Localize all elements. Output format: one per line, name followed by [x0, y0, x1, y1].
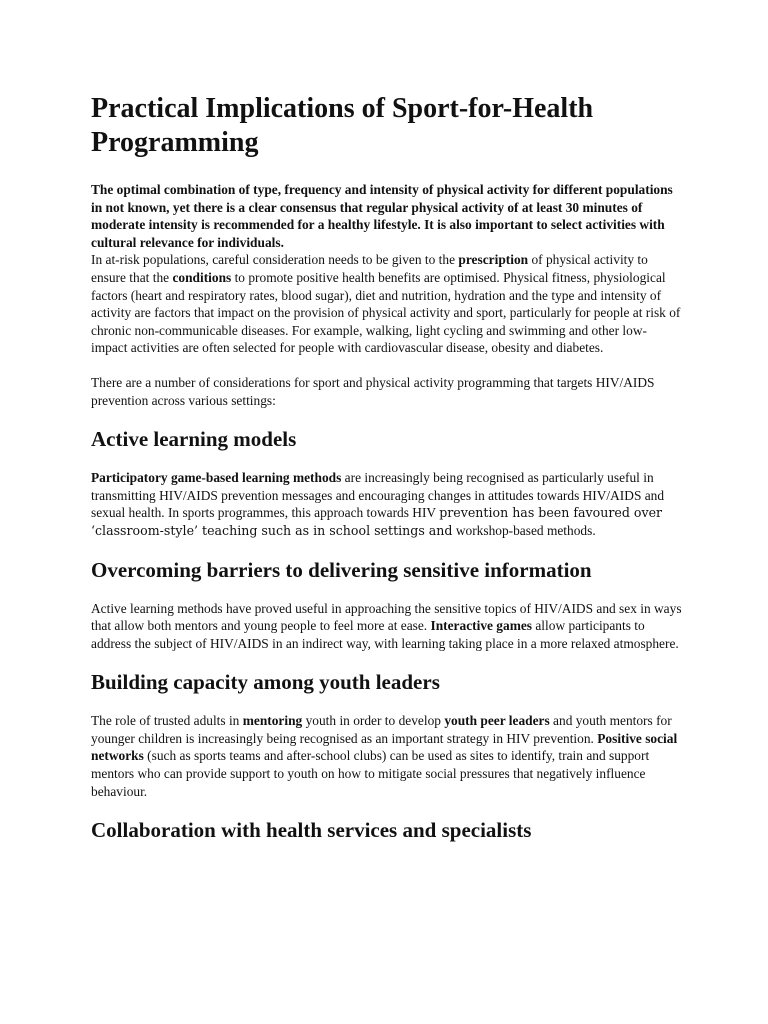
section-heading-collaboration: Collaboration with health services and specialists: [91, 818, 532, 843]
section-heading-active-learning: Active learning models: [91, 427, 297, 452]
document-page: [91, 92, 683, 860]
intro-text-e: to promote positive health benefits are optimised. Physical fitness, physiological factors (heart and respiratory rates, blood sugar), diet and nutrition, hydration and the type and intensity of activity are factors that impact on the provision of physical activity and sport, particularly for people at risk of chronic non-communicable diseases. For example, walking, light cycling and swimming and other low-impact activities are often selected for people with cardiovascular disease, obesity and diabetes.: [91, 269, 681, 356]
barriers-text-c: allow participants to address the subject of HIV/AIDS in an indirect way, with learning taking place in a more relaxed atmosphere.: [91, 618, 679, 651]
intro-summary: [91, 181, 683, 251]
active-term: Participatory game-based learning methods: [91, 470, 342, 486]
intro-considerations: There are a number of considerations for sport and physical activity programming that targets HIV/AIDS prevention across various settings:: [91, 374, 655, 408]
capacity-text-g: (such as sports teams and after-school clubs) can be used as sites to identify, train and support mentors who can provide support to youth on how to mitigate social pressures that negatively influence behaviour.: [91, 748, 650, 799]
section-heading-barriers: Overcoming barriers to delivering sensitive information: [91, 557, 592, 582]
section-body-barriers: [91, 600, 683, 653]
capacity-term-peer-leaders: youth peer leaders: [444, 713, 550, 729]
intro-term-prescription: prescription: [458, 252, 529, 268]
intro-bold-text: The optimal combination of type, frequency and intensity of physical activity for different populations in not known, yet there is a clear consensus that regular physical activity of at least 30 minutes of moderate intensity is recommended for a healthy lifestyle. It is also important to select activities with cultural relevance for individuals.: [91, 182, 673, 250]
section-body-active-learning: [91, 469, 683, 539]
capacity-text-e: and youth mentors for younger children is increasingly being recognised as an important strategy in HIV prevention.: [91, 713, 672, 746]
intro-paragraph: [91, 251, 683, 357]
active-text-b: are increasingly being recognised as particularly useful in transmitting HIV/AIDS prevention messages and encouraging changes in attitudes towards HIV/AIDS and sexual health. In sports programmes, this approach towards HIV: [91, 470, 665, 521]
capacity-term-social-networks: Positive social networks: [91, 730, 678, 764]
barriers-text-a: Active learning methods have proved useful in approaching the sensitive topics of HIV/AIDS and sex in ways that allow both mentors and young people to feel more at ease.: [91, 600, 682, 634]
section-heading-capacity: Building capacity among youth leaders: [91, 670, 440, 695]
active-text-d: workshop-based methods.: [452, 522, 596, 538]
intro-term-conditions: conditions: [172, 269, 232, 285]
active-text-c: prevention has been favoured over ‘classroom-style’ teaching such as in school settings and: [91, 505, 663, 538]
capacity-text-a: The role of trusted adults in: [91, 713, 243, 729]
intro-text-a: In at-risk populations, careful consideration needs to be given to the: [91, 252, 459, 268]
section-body-capacity: [91, 712, 683, 800]
page-title: Practical Implications of Sport-for-Health Programming: [91, 93, 594, 158]
barriers-term-interactive-games: Interactive games: [430, 618, 533, 634]
capacity-text-c: youth in order to develop: [302, 713, 445, 729]
intro-text-c: of physical activity to ensure that the: [91, 252, 648, 285]
capacity-term-mentoring: mentoring: [242, 713, 303, 729]
